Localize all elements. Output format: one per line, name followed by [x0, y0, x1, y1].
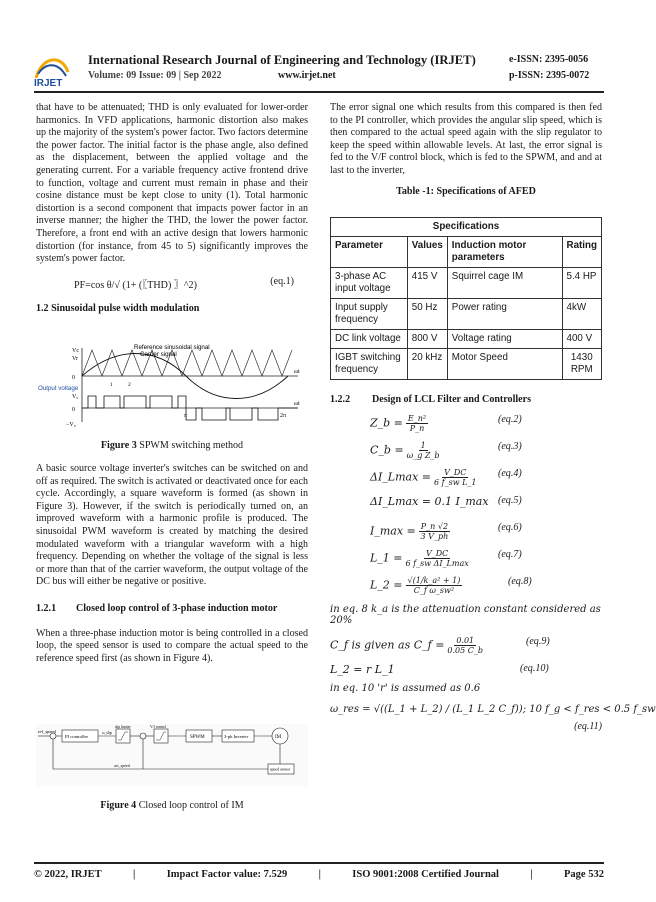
table-cell: 20 kHz	[407, 348, 447, 379]
footer-separator: |	[530, 869, 533, 880]
table-cell: 5.4 HP	[562, 267, 601, 298]
equation-11	[330, 700, 656, 727]
left-paragraph-3: When a three-phase induction motor is being controlled in a closed loop, the speed sensor is used to compare the actual speed to the reference speed first (as shown in Figure 4).	[36, 627, 308, 664]
left-paragraph-1: that have to be attenuated; THD is only evaluated for lower-order harmonics. In VFD applications, harmonic distortion also makes up the majority of the system's power factor. Two factors determine the power factor. The initial factor is the phase angle, also defined as the displacement, between the applied voltage and the generating current. For a variable frequency active frontend drive to function, voltage and current must remain in phase and their cosine distance must be kept close to unity (1). Total harmonic distortion is a second component that impacts power factor in an inverse manner; the higher the THD, the lower the power factor. Therefore, a front end with an active design that lowers harmonic distortion (for instance, from 45 to 5) significantly improves the system's power factor.	[36, 102, 308, 265]
figure-3-caption-text: SPWM switching method	[136, 440, 244, 451]
equation-9-denominator: 0.05 C_b	[447, 646, 484, 656]
page-footer	[34, 869, 604, 880]
table-row	[331, 348, 602, 379]
table-cell: DC link voltage	[331, 329, 408, 348]
footer-copyright: © 2022, IRJET	[34, 869, 102, 880]
footer-separator: |	[133, 869, 136, 880]
fig3-wt-upper: ωt	[294, 369, 300, 375]
fig4-pi-controller-label: PI controller	[65, 734, 89, 739]
fig3-zero-upper: 0	[72, 375, 75, 381]
equation	[330, 545, 602, 572]
left-column	[36, 102, 308, 314]
pf-equation	[36, 276, 308, 291]
equation-tag: (eq.8)	[508, 576, 532, 588]
footer-iso: ISO 9001:2008 Certified Journal	[352, 869, 499, 880]
figure-4-block-diagram	[36, 724, 308, 786]
logo-text: IRJET	[34, 78, 63, 89]
right-column	[330, 102, 656, 733]
section-1-2-1-number: 1.2.1	[36, 602, 57, 614]
figure-4-caption	[36, 800, 308, 811]
fig3-wt-lower: ωt	[294, 401, 300, 407]
equation-denominator: ω_g Z_b	[406, 451, 440, 461]
equation-lhs: L_2 =	[370, 578, 403, 592]
footer-page-number: Page 532	[564, 869, 604, 880]
fig3-neg-vo: −V₀	[66, 422, 76, 428]
fig3-pi: π	[184, 413, 188, 419]
fig3-vc: Vc	[72, 348, 79, 354]
fig4-ref-speed: ref_speed	[38, 729, 56, 734]
equation-note-1: in eq. 8 k_a is the attenuation constant considered as 20%	[330, 604, 601, 627]
journal-website[interactable]: www.irjet.net	[278, 70, 336, 81]
equation-9	[330, 632, 602, 659]
figure-3-spwm	[36, 342, 308, 428]
equation-11-radical: √((L_1 + L_2) / (L_1 L_2 C_f))	[373, 704, 523, 716]
fig4-spwm-label: SPWM	[190, 735, 205, 740]
equation-tag: (eq.2)	[498, 414, 522, 426]
volume-issue: Volume: 09 Issue: 09 | Sep 2022	[88, 70, 222, 81]
fig3-carrier-label: Carrier signal	[140, 351, 177, 358]
equation-tag: (eq.7)	[498, 549, 522, 561]
equation	[330, 518, 602, 545]
equation-tag: (eq.3)	[498, 441, 522, 453]
equation-tag: (eq.5)	[498, 495, 522, 507]
equation-10-lhs: L_2 = r L_1	[330, 663, 395, 677]
table-1-caption: Table -1: Specifications of AFED	[396, 185, 536, 197]
journal-title: International Research Journal of Engineering and Technology (IRJET)	[88, 53, 476, 67]
table-cell: 1430 RPM	[562, 348, 601, 379]
fig4-speed-sensor-label: speed sensor	[270, 766, 291, 772]
figure-3-caption	[36, 440, 308, 451]
equation-9-numerator: 0.01	[456, 636, 475, 646]
fig3-zero-lower: 0	[72, 407, 75, 413]
section-heading-1-2: 1.2 Sinusoidal pulse width modulation	[36, 302, 200, 314]
fig4-vf-label: V/f control	[150, 725, 166, 729]
section-heading-1-2-1	[36, 603, 308, 616]
equation-note-2: in eq. 10 'r' is assumed as 0.6	[330, 683, 481, 695]
equation	[330, 572, 602, 602]
table-row	[331, 298, 602, 329]
fig4-vf-block	[154, 729, 168, 743]
equation-numerator: P_n √2	[420, 522, 449, 532]
figure-4-caption-label: Figure 4	[100, 800, 137, 811]
table-row	[331, 329, 602, 348]
equation-lhs: C_b =	[370, 443, 404, 457]
equation	[330, 437, 602, 464]
table-cell: IGBT switching frequency	[331, 348, 408, 379]
fig3-two-pi: 2π	[280, 413, 287, 419]
table-cell: 3-phase AC input voltage	[331, 267, 408, 298]
table-row	[331, 267, 602, 298]
equation-numerator: E_n²	[407, 414, 427, 424]
equation-11-tag: (eq.11)	[574, 721, 602, 733]
section-1-2-2-title: Design of LCL Filter and Controllers	[372, 393, 531, 405]
equation-lhs: ΔI_Lmax = 0.1 I_max	[370, 495, 489, 509]
footer-impact-factor: Impact Factor value: 7.529	[166, 869, 288, 880]
fig4-slip-limiter-label: slip limiter	[115, 725, 131, 729]
equation-numerator: V_DC	[425, 549, 449, 559]
table-header: Parameter	[331, 236, 408, 267]
table-cell: 415 V	[407, 267, 447, 298]
equation-denominator: C_f ω_sw²	[413, 586, 455, 596]
page-header	[0, 0, 638, 92]
fig3-ref-label: Reference sinusoidal signal	[134, 344, 210, 351]
pf-equation-text: PF=cos θ/√ (1+ (〖THD) 〗^2)	[74, 279, 197, 291]
equation	[330, 410, 602, 437]
figure-3-caption-label: Figure 3	[100, 440, 137, 451]
e-issn: e-ISSN: 2395-0056	[509, 54, 589, 65]
section-1-2-2-number: 1.2.2	[330, 393, 351, 405]
fig3-vr: Vr	[72, 356, 78, 362]
fig4-motor-label: IM	[275, 735, 282, 740]
irjet-logo	[32, 52, 72, 88]
equation-10-tag: (eq.10)	[520, 663, 549, 675]
table-cell: 50 Hz	[407, 298, 447, 329]
equation-11-condition: ; 10 f_g < f_res < 0.5 f_sw	[522, 704, 656, 716]
equation-tag: (eq.4)	[498, 468, 522, 480]
table-title: Specifications	[331, 217, 602, 236]
section-1-2-1-title: Closed loop control of 3-phase induction motor	[76, 602, 278, 614]
equation-lhs: ΔI_Lmax =	[370, 470, 431, 484]
section-heading-1-2-2	[330, 394, 602, 407]
table-cell: Voltage rating	[447, 329, 562, 348]
fig3-vo: V₀	[72, 394, 79, 400]
fig3-t2: 2	[128, 382, 131, 388]
equation-numerator: √(1/k_a² + 1)	[407, 576, 461, 586]
equation-list	[330, 410, 602, 602]
fig3-carrier-wave	[82, 350, 292, 376]
table-cell: Power rating	[447, 298, 562, 329]
left-column-lower	[36, 440, 308, 665]
table-header: Values	[407, 236, 447, 267]
equation-11-lhs: ω_res =	[330, 704, 371, 716]
left-paragraph-2: A basic source voltage inverter's switches can be switched on and off as required. The switch is activated or deactivated once for each cycle. Accordingly, a square waveform is formed (as shown in Figure 3). However, if the switch is periodically turned on, an improved waveform with a harmonic profile is produced. The sinusoidal PWM waveform is created by matching the desired modulated waveform with a triangular waveform with a high frequency. Depending on whether the voltage of the signal is less or more than that of the carrier waveform, the output voltage of the DC bus will either be negative or positive.	[36, 463, 308, 588]
fig4-inverter-label: 3-ph Inverter	[224, 734, 249, 739]
equation-denominator: 6 f_sw L_1	[434, 478, 477, 488]
fig4-act-speed: act_speed	[114, 763, 130, 768]
table-header: Rating	[562, 236, 601, 267]
equation-lhs: I_max =	[370, 524, 416, 538]
equation-numerator: 1	[420, 441, 426, 451]
equation-numerator: V_DC	[444, 468, 467, 478]
fig4-w-slip: ω_slip	[102, 731, 112, 735]
table-cell: 4kW	[562, 298, 601, 329]
equation-denominator: 3 V_ph	[420, 532, 449, 542]
equation-denominator: 6 f_sw ΔI_Lmax	[405, 559, 469, 569]
table-cell: Input supply frequency	[331, 298, 408, 329]
specifications-table	[330, 217, 602, 380]
equation-lhs: L_1 =	[370, 551, 403, 565]
pf-equation-tag: (eq.1)	[270, 275, 294, 287]
equation-9-lhs: C_f is given as C_f =	[330, 638, 445, 652]
equation-10	[330, 659, 602, 683]
footer-divider	[34, 862, 604, 864]
table-cell: Motor Speed	[447, 348, 562, 379]
equation-9-tag: (eq.9)	[526, 636, 550, 648]
equation-tag: (eq.6)	[498, 522, 522, 534]
table-cell: 800 V	[407, 329, 447, 348]
fig3-output-label: Output voltage	[38, 385, 79, 392]
table-cell: Squirrel cage IM	[447, 267, 562, 298]
equation	[330, 464, 602, 491]
equation-lhs: Z_b =	[370, 416, 403, 430]
header-divider	[34, 91, 604, 93]
fig3-t1: 1	[110, 382, 113, 388]
table-cell: 400 V	[562, 329, 601, 348]
footer-separator: |	[318, 869, 321, 880]
equation-denominator: P_n	[409, 424, 425, 434]
left-column-bottom	[36, 800, 308, 811]
right-paragraph-1: The error signal one which results from this compared is then fed to the PI controller, which provides the angular slip speed, which is then compared to the actual speed again with the slip regulator to keep the speed within allowable levels. At last, the error signal is fed to the V/F control block, which is fed to the SPWM, and and at last to the inverter,	[330, 102, 602, 176]
table-header: Induction motor parameters	[447, 236, 562, 267]
equation	[330, 491, 602, 518]
figure-4-caption-text: Closed loop control of IM	[136, 800, 244, 811]
p-issn: p-ISSN: 2395-0072	[509, 70, 590, 81]
